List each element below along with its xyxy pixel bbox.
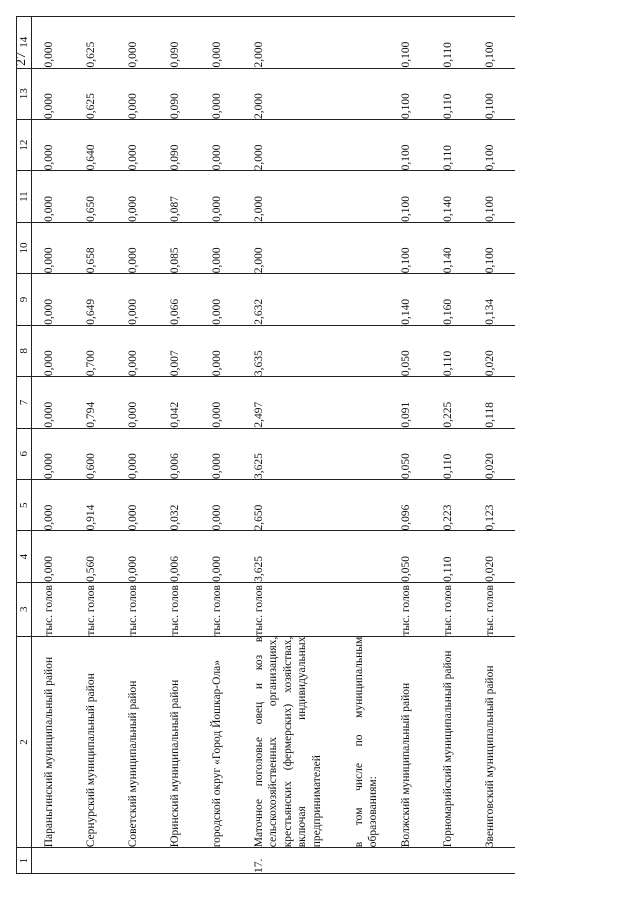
value-cell: 0,000: [32, 171, 74, 222]
value-cell: 0,100: [389, 68, 431, 119]
column-header: 8: [17, 325, 32, 376]
table-row: [389, 17, 431, 874]
value-cell: 0,000: [200, 119, 242, 170]
page-number: 27: [14, 52, 29, 66]
indicator-name: Маточное поголовье овец и коз в сельскохозяйственных организациях, крестьянских (фермерских) хозяйствах, включая индивидуальных предпринимателей: [242, 636, 342, 848]
unit-cell: тыс. голов: [32, 582, 74, 636]
value-cell: 0,649: [74, 274, 116, 325]
value-cell: 2,000: [242, 17, 342, 69]
value-cell: 0,007: [158, 325, 200, 376]
value-cell: 0,000: [116, 222, 158, 273]
value-cell: [342, 119, 389, 170]
value-cell: 0,223: [431, 480, 473, 531]
value-cell: 0,625: [74, 17, 116, 69]
unit-cell: тыс. голов: [242, 582, 342, 636]
value-cell: 0,000: [32, 68, 74, 119]
value-cell: 0,000: [200, 222, 242, 273]
value-cell: [342, 274, 389, 325]
column-header: 1: [17, 848, 32, 874]
table-row: [32, 17, 74, 874]
row-number: [74, 848, 116, 874]
value-cell: 0,110: [431, 68, 473, 119]
value-cell: 0,100: [473, 68, 515, 119]
value-cell: 0,000: [116, 274, 158, 325]
value-cell: [342, 531, 389, 582]
value-cell: 0,000: [200, 531, 242, 582]
value-cell: [342, 17, 389, 69]
value-cell: 0,000: [32, 480, 74, 531]
unit-cell: [342, 582, 389, 636]
value-cell: [342, 428, 389, 479]
value-cell: 0,000: [116, 377, 158, 428]
column-header: 9: [17, 274, 32, 325]
value-cell: 0,000: [200, 377, 242, 428]
row-number: [431, 848, 473, 874]
table-header-row: [17, 17, 32, 874]
table-row: [431, 17, 473, 874]
value-cell: 2,650: [242, 480, 342, 531]
value-cell: 2,632: [242, 274, 342, 325]
table-row: [473, 17, 515, 874]
value-cell: 0,096: [389, 480, 431, 531]
value-cell: 0,090: [158, 119, 200, 170]
value-cell: 0,000: [116, 325, 158, 376]
column-header: 6: [17, 428, 32, 479]
value-cell: 0,658: [74, 222, 116, 273]
value-cell: 0,032: [158, 480, 200, 531]
row-number: [473, 848, 515, 874]
indicator-name: городской округ «Город Йошкар-Ола»: [200, 636, 242, 848]
row-number: [342, 848, 389, 874]
value-cell: 0,020: [473, 531, 515, 582]
column-header: 3: [17, 582, 32, 636]
value-cell: 0,914: [74, 480, 116, 531]
value-cell: 0,225: [431, 377, 473, 428]
column-header: 13: [17, 68, 32, 119]
column-header: 14: [17, 17, 32, 69]
value-cell: 0,650: [74, 171, 116, 222]
column-header: 10: [17, 222, 32, 273]
table-row: [242, 17, 342, 874]
value-cell: 0,000: [116, 119, 158, 170]
table-row: [116, 17, 158, 874]
value-cell: 0,000: [116, 531, 158, 582]
value-cell: 0,600: [74, 428, 116, 479]
value-cell: 2,000: [242, 222, 342, 273]
unit-cell: тыс. голов: [389, 582, 431, 636]
value-cell: 0,020: [473, 325, 515, 376]
table-body: [32, 17, 515, 874]
value-cell: 0,042: [158, 377, 200, 428]
value-cell: 0,110: [431, 119, 473, 170]
value-cell: 0,000: [116, 480, 158, 531]
indicator-name: Горномарийский муниципальный район: [431, 636, 473, 848]
row-number: [200, 848, 242, 874]
value-cell: 0,000: [32, 325, 74, 376]
row-number: [32, 848, 74, 874]
value-cell: 0,000: [116, 428, 158, 479]
value-cell: 0,134: [473, 274, 515, 325]
row-number: [158, 848, 200, 874]
unit-cell: тыс. голов: [158, 582, 200, 636]
value-cell: 0,000: [32, 531, 74, 582]
value-cell: 0,000: [32, 17, 74, 69]
value-cell: 0,118: [473, 377, 515, 428]
table-row: [200, 17, 242, 874]
value-cell: 0,100: [473, 119, 515, 170]
value-cell: 0,700: [74, 325, 116, 376]
value-cell: 0,000: [200, 17, 242, 69]
value-cell: 0,000: [32, 377, 74, 428]
value-cell: 0,100: [473, 171, 515, 222]
indicator-name: Советский муниципальный район: [116, 636, 158, 848]
unit-cell: тыс. голов: [200, 582, 242, 636]
value-cell: 0,140: [389, 274, 431, 325]
indicator-name: Параньгинский муниципальный район: [32, 636, 74, 848]
value-cell: [342, 377, 389, 428]
value-cell: 0,160: [431, 274, 473, 325]
value-cell: 0,625: [74, 68, 116, 119]
column-header: 7: [17, 377, 32, 428]
value-cell: 0,050: [389, 325, 431, 376]
value-cell: 0,100: [389, 17, 431, 69]
value-cell: 0,000: [116, 171, 158, 222]
column-header: 5: [17, 480, 32, 531]
value-cell: 0,000: [116, 68, 158, 119]
unit-cell: тыс. голов: [74, 582, 116, 636]
row-number: 17.: [242, 848, 342, 874]
column-header: 4: [17, 531, 32, 582]
row-number: [389, 848, 431, 874]
value-cell: [342, 171, 389, 222]
value-cell: 0,100: [473, 222, 515, 273]
indicator-name: Волжский муниципальный район: [389, 636, 431, 848]
value-cell: 0,091: [389, 377, 431, 428]
data-table: [16, 16, 515, 874]
value-cell: 0,000: [200, 325, 242, 376]
value-cell: [342, 222, 389, 273]
value-cell: 0,000: [32, 274, 74, 325]
value-cell: 0,087: [158, 171, 200, 222]
value-cell: 0,090: [158, 68, 200, 119]
value-cell: 2,497: [242, 377, 342, 428]
value-cell: 0,066: [158, 274, 200, 325]
value-cell: [342, 325, 389, 376]
value-cell: 0,560: [74, 531, 116, 582]
value-cell: 0,000: [200, 68, 242, 119]
value-cell: 0,006: [158, 428, 200, 479]
value-cell: 0,110: [431, 428, 473, 479]
column-header: 11: [17, 171, 32, 222]
value-cell: 0,000: [32, 222, 74, 273]
value-cell: 0,000: [32, 428, 74, 479]
value-cell: 0,000: [200, 274, 242, 325]
table-row: [74, 17, 116, 874]
value-cell: 0,640: [74, 119, 116, 170]
value-cell: 0,085: [158, 222, 200, 273]
value-cell: 0,110: [431, 531, 473, 582]
value-cell: [342, 68, 389, 119]
value-cell: 0,110: [431, 17, 473, 69]
value-cell: 0,100: [389, 171, 431, 222]
value-cell: 0,050: [389, 531, 431, 582]
value-cell: [342, 480, 389, 531]
value-cell: 0,100: [473, 17, 515, 69]
value-cell: 0,006: [158, 531, 200, 582]
value-cell: 0,100: [389, 222, 431, 273]
value-cell: 2,000: [242, 119, 342, 170]
value-cell: 0,100: [389, 119, 431, 170]
value-cell: 0,000: [32, 119, 74, 170]
value-cell: 0,140: [431, 222, 473, 273]
value-cell: 0,050: [389, 428, 431, 479]
table-row: [158, 17, 200, 874]
value-cell: 3,625: [242, 428, 342, 479]
value-cell: 0,794: [74, 377, 116, 428]
value-cell: 0,000: [200, 428, 242, 479]
value-cell: 3,625: [242, 531, 342, 582]
value-cell: 2,000: [242, 68, 342, 119]
value-cell: 0,020: [473, 428, 515, 479]
unit-cell: тыс. голов: [473, 582, 515, 636]
value-cell: 0,140: [431, 171, 473, 222]
indicator-name: Звениговский муниципальный район: [473, 636, 515, 848]
value-cell: 0,110: [431, 325, 473, 376]
value-cell: 0,090: [158, 17, 200, 69]
row-number: [116, 848, 158, 874]
indicator-name: Сернурский муниципальный район: [74, 636, 116, 848]
value-cell: 0,000: [116, 17, 158, 69]
column-header: 12: [17, 119, 32, 170]
unit-cell: тыс. голов: [116, 582, 158, 636]
table-row: [342, 17, 389, 874]
value-cell: 0,000: [200, 480, 242, 531]
value-cell: 0,123: [473, 480, 515, 531]
value-cell: 0,000: [200, 171, 242, 222]
column-header: 2: [17, 636, 32, 848]
indicator-name: Юринский муниципальный район: [158, 636, 200, 848]
value-cell: 2,000: [242, 171, 342, 222]
value-cell: 3,635: [242, 325, 342, 376]
indicator-name: в том числе по муниципальным образованиям:: [342, 636, 389, 848]
unit-cell: тыс. голов: [431, 582, 473, 636]
